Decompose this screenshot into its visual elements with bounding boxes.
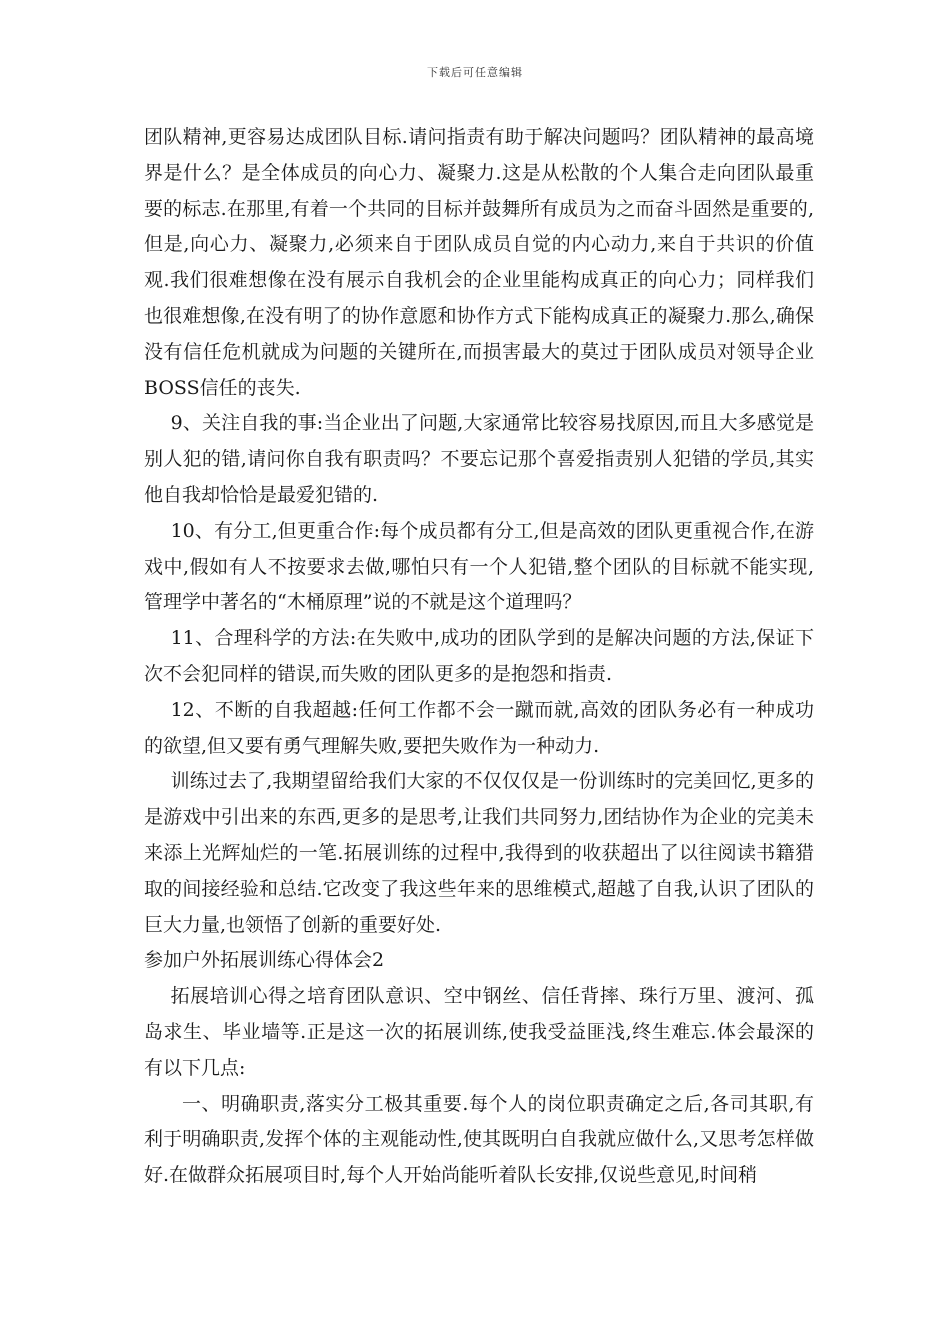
paragraph-item-10: 10、有分工,但更重合作:每个成员都有分工,但是高效的团队更重视合作,在游戏中,假如有人不按要求去做,哪怕只有一个人犯错,整个团队的目标就不能实现,管理学中著名的“木桶原理”说的不就是这个道理吗？ xyxy=(144,519,814,614)
paragraph-item-11: 11、合理科学的方法:在失败中,成功的团队学到的是解决问题的方法,保证下次不会犯同样的错误,而失败的团队更多的是抱怨和指责. xyxy=(144,627,814,685)
paragraph-item-9: 9、关注自我的事:当企业出了问题,大家通常比较容易找原因,而且大多感觉是别人犯的错,请问你自我有职责吗？不要忘记那个喜爱指责别人犯错的学员,其实他自我却恰恰是最爱犯错的. xyxy=(144,412,814,506)
document-body xyxy=(144,120,814,1194)
paragraph-point-1: 一、明确职责,落实分工极其重要.每个人的岗位职责确定之后,各司其职,有利于明确职责,发挥个体的主观能动性,使其既明白自我就应做什么,又思考怎样做好.在做群众拓展项目时,每个人开始尚能听着队长安排,仅说些意见,时间稍 xyxy=(144,1092,814,1187)
paragraph-item-12: 12、不断的自我超越:任何工作都不会一蹴而就,高效的团队务必有一种成功的欲望,但又要有勇气理解失败,要把失败作为一种动力. xyxy=(144,698,814,757)
page-header: 下载后可任意编辑 xyxy=(427,66,523,79)
paragraph-conclusion: 训练过去了,我期望留给我们大家的不仅仅仅是一份训练时的完美回忆,更多的是游戏中引出来的东西,更多的是思考,让我们共同努力,团结协作为企业的完美未来添上光辉灿烂的一笔.拓展训练的过程中,我得到的收获超出了以往阅读书籍猎取的间接经验和总结.它改变了我这些年来的思维模式,超越了自我,认识了团队的巨大力量,也领悟了创新的重要好处. xyxy=(144,770,814,936)
section-heading: 参加户外拓展训练心得体会2 xyxy=(144,949,385,972)
paragraph-intro-2: 拓展培训心得之培育团队意识、空中钢丝、信任背摔、珠行万里、渡河、孤岛求生、毕业墙等.正是这一次的拓展训练,使我受益匪浅,终生难忘.体会最深的有以下几点: xyxy=(144,985,814,1079)
paragraph-team-spirit: 团队精神,更容易达成团队目标.请问指责有助于解决问题吗？团队精神的最高境界是什么？是全体成员的向心力、凝聚力.这是从松散的个人集合走向团队最重要的标志.在那里,有着一个共同的目标并鼓舞所有成员为之而奋斗固然是重要的,但是,向心力、凝聚力,必须来自于团队成员自觉的内心动力,来自于共识的价值观.我们很难想像在没有展示自我机会的企业里能构成真正的向心力；同样我们也很难想像,在没有明了的协作意愿和协作方式下能构成真正的凝聚力.那么,确保没有信任危机就成为问题的关键所在,而损害最大的莫过于团队成员对领导企业BOSS信任的丧失. xyxy=(144,126,814,399)
